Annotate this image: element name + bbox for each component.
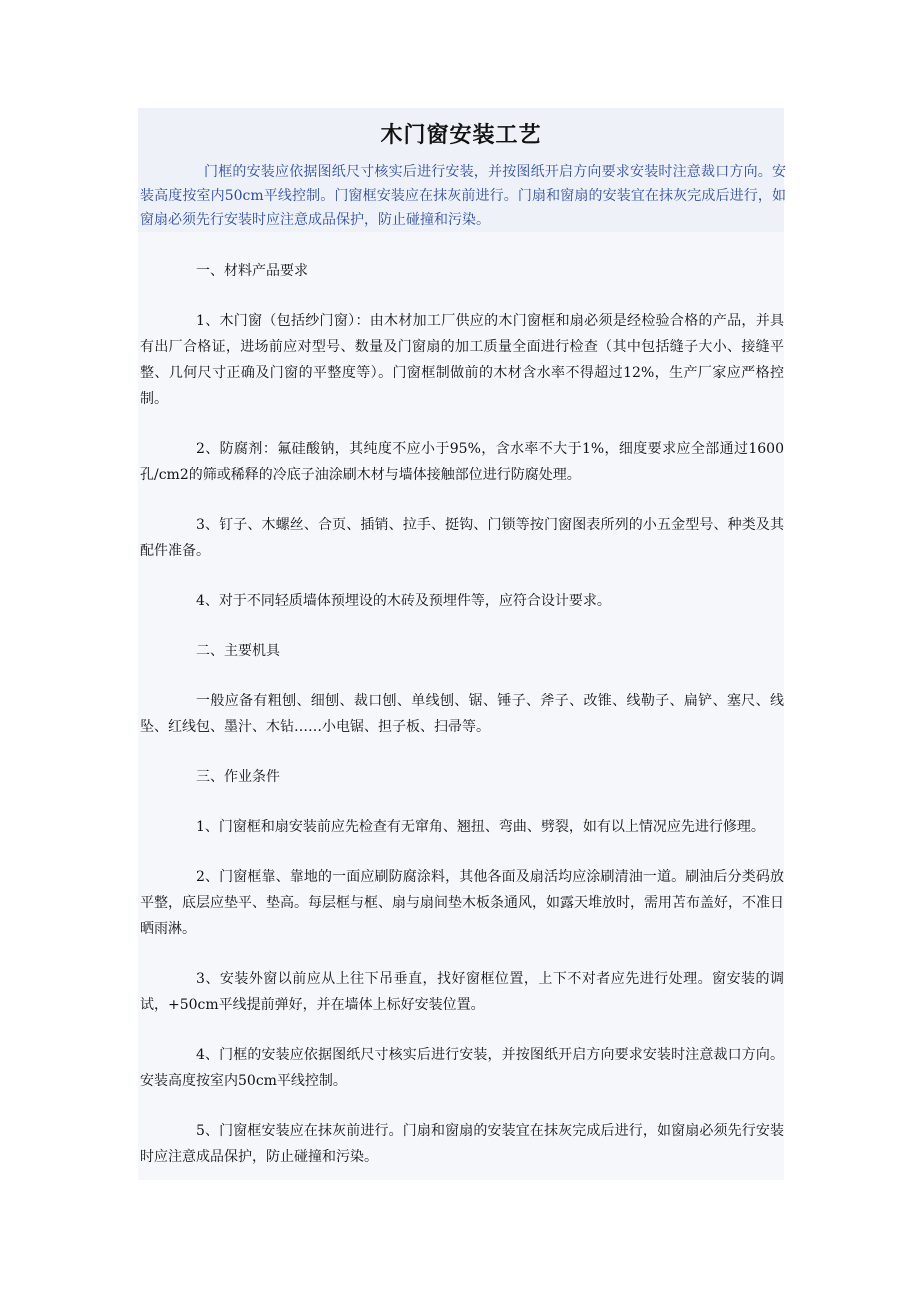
intro-paragraph: 门框的安装应依据图纸尺寸核实后进行安装，并按图纸开启方向要求安装时注意裁口方向。安装高度按室内50cm平线控制。门窗框安装应在抹灰前进行。门扇和窗扇的安装宜在抹灰完成后进行，如窗扇必须先行安装时应注意成品保护，防止碰撞和污染。 [140, 164, 786, 228]
paragraph-tools-list: 一般应备有粗刨、细刨、裁口刨、单线刨、锯、锤子、斧子、改锥、线勒子、扁铲、塞尺、线坠、红线包、墨汁、木钻……小电锯、担子板、扫帚等。 [140, 693, 784, 735]
section-heading-materials: 一、材料产品要求 [196, 263, 308, 279]
paragraph-preservative: 2、防腐剂：氟硅酸钠，其纯度不应小于95%，含水率不大于1%，细度要求应全部通过1600孔/cm2的筛或稀释的冷底子油涂刷木材与墙体接触部位进行防腐处理。 [140, 441, 784, 483]
paragraph-condition-4: 4、门框的安装应依据图纸尺寸核实后进行安装，并按图纸开启方向要求安装时注意裁口方向。安装高度按室内50cm平线控制。 [140, 1047, 784, 1089]
paragraph-embedded-parts: 4、对于不同轻质墙体预埋设的木砖及预埋件等，应符合设计要求。 [196, 593, 611, 609]
paragraph-condition-1: 1、门窗框和扇安装前应先检查有无窜角、翘扭、弯曲、劈裂，如有以上情况应先进行修理。 [196, 819, 765, 835]
paragraph-condition-3: 3、安装外窗以前应从上往下吊垂直，找好窗框位置，上下不对者应先进行处理。窗安装的调试，+50cm平线提前弹好，并在墙体上标好安装位置。 [140, 971, 784, 1013]
paragraph-wooden-windows: 1、木门窗（包括纱门窗）：由木材加工厂供应的木门窗框和扇必须是经检验合格的产品，并具有出厂合格证，进场前应对型号、数量及门窗扇的加工质量全面进行检查（其中包括缝子大小、接缝平整、几何尺寸正确及门窗的平整度等）。门窗框制做前的木材含水率不得超过12%，生产厂家应严格控制。 [140, 313, 784, 407]
paragraph-condition-2: 2、门窗框靠、靠地的一面应刷防腐涂料，其他各面及扇活均应涂刷清油一道。刷油后分类码放平整，底层应垫平、垫高。每层框与框、扇与扇间垫木板条通风，如露天堆放时，需用苫布盖好，不准日晒雨淋。 [140, 869, 784, 937]
paragraph-condition-5: 5、门窗框安装应在抹灰前进行。门扇和窗扇的安装宜在抹灰完成后进行，如窗扇必须先行安装时应注意成品保护，防止碰撞和污染。 [140, 1123, 784, 1165]
document-body [140, 258, 784, 1194]
document-title: 木门窗安装工艺 [380, 122, 542, 148]
section-heading-tools: 二、主要机具 [196, 643, 280, 659]
paragraph-hardware: 3、钉子、木螺丝、合页、插销、拉手、挺钩、门锁等按门窗图表所列的小五金型号、种类及其配件准备。 [140, 517, 784, 559]
section-heading-conditions: 三、作业条件 [196, 769, 280, 785]
